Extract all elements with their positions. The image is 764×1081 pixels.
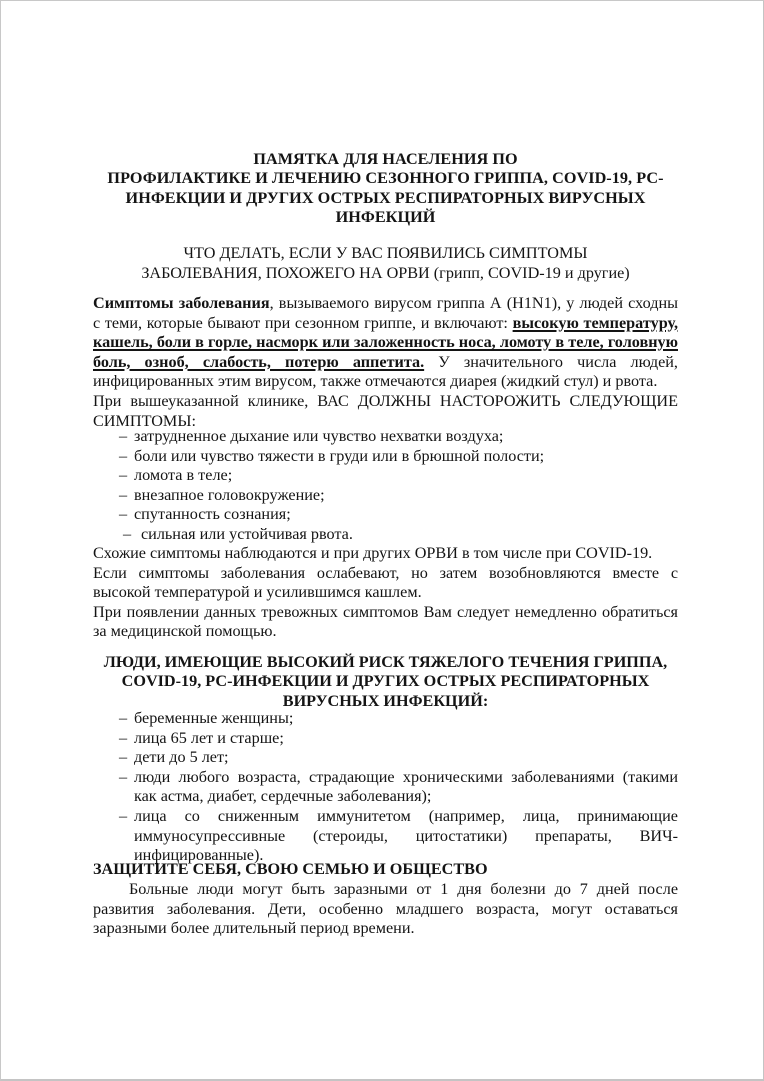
list-item-text: сильная или устойчивая рвота. [141,524,353,543]
list-item-text: беременные женщины; [134,709,294,727]
after-list-paragraphs [93,544,678,642]
list-item [93,768,678,807]
symptoms-lead-bold: Симптомы заболевания [93,294,270,312]
dash-bullet: – [119,709,128,727]
warning-symptoms-list [93,427,678,545]
list-item [93,709,678,729]
dash-bullet: – [119,728,128,747]
symptoms-lead-text: , вызываемого вирусом гриппа А (H1N1), у людей сходны с теми, которые бывают при сезонном гриппе, и включают: [93,294,678,332]
list-item-text: затрудненное дыхание или чувство нехватки воздуха; [134,427,504,445]
subtitle-line: ЗАБОЛЕВАНИЯ, ПОХОЖЕГО НА ОРВИ (грипп, COVID-19 и другие) [141,263,630,282]
list-item-text: лица 65 лет и старше; [134,728,284,747]
list-item-text: спутанность сознания; [134,505,291,524]
warning-intro: При вышеуказанной клинике, ВАС ДОЛЖНЫ НАСТОРОЖИТЬ СЛЕДУЮЩИЕ СИМПТОМЫ: [93,391,678,430]
dash-bullet: – [119,427,128,445]
risk-groups-list-container [93,709,678,866]
dash-bullet: – [119,748,128,767]
title-line: ПРОФИЛАКТИКЕ И ЛЕЧЕНИЮ СЕЗОННОГО ГРИППА, COVID-19, РС- [107,169,664,188]
title-line: ПАМЯТКА ДЛЯ НАСЕЛЕНИЯ ПО [253,150,518,168]
document-title [93,150,678,227]
relapse-text: Если симптомы заболевания ослабевают, но затем возобновляются вместе с высокой температурой и усилившимся кашлем. [93,563,678,602]
list-item [93,427,678,447]
symptoms-list-underlined: высокую температуру, кашель, боли в горле, насморк или заложенность носа, ломоту в теле, головную боль, озноб, слабость, потерю аппетита. [93,313,678,371]
warning-symptoms-list-container [93,427,678,545]
symptoms-paragraph [93,294,678,431]
title-line: ИНФЕКЦИИ И ДРУГИХ ОСТРЫХ РЕСПИРАТОРНЫХ ВИРУСНЫХ [125,188,646,207]
risk-heading [93,653,678,711]
protect-paragraph: Больные люди могут быть заразными от 1 дня болезни до 7 дней после развития заболевания. Дети, особенно младшего возраста, могут оставаться заразными более длительный период времени. [93,880,678,938]
document-subtitle [93,244,678,283]
subtitle-line: ЧТО ДЕЛАТЬ, ЕСЛИ У ВАС ПОЯВИЛИСЬ СИМПТОМЫ [183,244,588,262]
list-item-text: боли или чувство тяжести в груди или в брюшной полости; [134,446,545,465]
list-item [93,525,678,545]
heading-line: COVID-19, РС-ИНФЕКЦИИ И ДРУГИХ ОСТРЫХ РЕСПИРАТОРНЫХ [121,672,650,691]
list-item [93,748,678,768]
dash-bullet: – [119,767,128,786]
heading-line: ВИРУСНЫХ ИНФЕКЦИЙ: [282,691,489,710]
dash-bullet: – [119,505,128,524]
list-item-text: дети до 5 лет; [134,748,229,767]
list-item [93,466,678,486]
dash-bullet: – [119,446,128,465]
dash-bullet: – [119,806,128,825]
list-item [93,505,678,525]
list-item [93,807,678,866]
list-item-text: внезапное головокружение; [134,485,325,504]
protect-heading: ЗАЩИТИТЕ СЕБЯ, СВОЮ СЕМЬЮ И ОБЩЕСТВО [93,860,488,878]
dash-bullet: – [119,466,128,485]
list-item-text: люди любого возраста, страдающие хроническими заболеваниями (такими как астма, диабет, сердечные заболевания); [134,767,678,806]
list-item [93,447,678,467]
list-item [93,486,678,506]
dash-bullet: – [119,485,128,504]
list-item [93,729,678,749]
title-line: ИНФЕКЦИЙ [335,207,436,226]
symptoms-after-text: У значительного числа людей, инфицированных этим вирусом, также отмечаются диарея (жидкий стул) и рвота. [93,352,678,391]
list-item-text: ломота в теле; [134,466,233,485]
risk-groups-list [93,709,678,866]
dash-bullet: – [123,524,132,543]
similar-symptoms-text: Схожие симптомы наблюдаются и при других ОРВИ в том числе при COVID-19. [93,544,653,562]
seek-help-text: При появлении данных тревожных симптомов Вам следует немедленно обратиться за медицинской помощью. [93,602,678,641]
list-item-text: лица со сниженным иммунитетом (например, лица, принимающие иммуносупрессивные (стероиды, цитостатики) препараты, ВИЧ-инфицированные). [134,806,678,865]
heading-line: ЛЮДИ, ИМЕЮЩИЕ ВЫСОКИЙ РИСК ТЯЖЕЛОГО ТЕЧЕНИЯ ГРИППА, [103,653,668,671]
